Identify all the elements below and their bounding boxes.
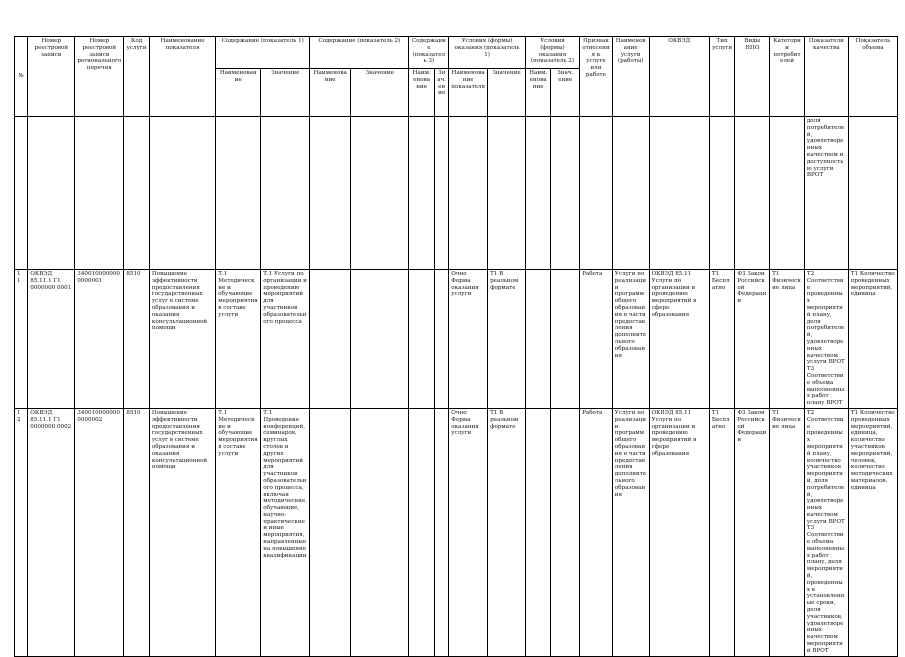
- payment-cell: Т1 Бесплатно: [709, 408, 735, 656]
- registry-number-cell: 3400100000000000002: [75, 408, 124, 656]
- service-code-cell: 8510: [124, 270, 150, 409]
- cond1-name-subheader: Наименование показателя: [449, 69, 488, 117]
- content2-value-cell: [351, 408, 409, 656]
- categories-cell: Т1 Физические лица: [770, 408, 805, 656]
- cond1-value-cell: Т1 В реальном формате: [488, 408, 526, 656]
- content3-value-cell: [434, 270, 448, 409]
- cond2-name-cell: [525, 270, 551, 409]
- table-cell: [449, 117, 488, 270]
- content1-name-cell: Т.1 Методические и обучающие мероприятия в составе услуги: [216, 270, 261, 409]
- col-content1-header: Содержание (показатель 1): [216, 37, 310, 69]
- quality-cell: доля потребителей, удовлетворенных качеством и доступностью услуги ВРОТ: [804, 117, 848, 270]
- cond1-value-subheader: Значение: [488, 69, 526, 117]
- cond2-value-cell: [551, 408, 580, 656]
- content2-name-cell: [310, 270, 351, 409]
- table-cell: [525, 117, 551, 270]
- okved-cell: ОКВЭД 85.11 Услуги по организации и проведению мероприятий в сфере образования: [649, 270, 709, 409]
- cond2-name-subheader: Наим. енование: [525, 69, 551, 117]
- content1-value-cell: Т.1 Услуги по организации и проведению мероприятий для участников образовательного процесса: [261, 270, 310, 409]
- col-registry-entry-header: Номер реестровой записи: [28, 37, 75, 117]
- content3-name-subheader: Наим. енование: [409, 69, 435, 117]
- content2-name-cell: [310, 408, 351, 656]
- table-cell: [216, 117, 261, 270]
- content1-value-cell: Т.1 Проведение конференций, семинаров, круглых столов и других мероприятий для участников образовательного процесса, включая методические, обучающие, научно-практические и иные мероприятия, направленные на повышение квалификации: [261, 408, 310, 656]
- col-volume-header: Показатель объема: [848, 37, 897, 117]
- indicator-cell: Повышение эффективности предоставления государственных услуг в системе образования и оказания консультационной помощи: [149, 408, 215, 656]
- registry-table: [14, 36, 898, 657]
- payment-cell: Т1 Бесплатно: [709, 270, 735, 409]
- okved-cell: ОКВЭД 85.11 Услуги по организации и проведению мероприятий в сфере образования: [649, 408, 709, 656]
- service-code-cell: 8510: [124, 408, 150, 656]
- sphere-cell: Услуги по реализации программ общего образования в части предоставления дополнительного образования: [612, 270, 649, 409]
- type-cell: Работа: [580, 408, 613, 656]
- content3-name-cell: [409, 408, 435, 656]
- col-categories-header: Категории потребителей: [770, 37, 805, 117]
- col-num-header: №: [15, 37, 28, 117]
- registry-number-cell: 3400100000000000001: [75, 270, 124, 409]
- col-cond2-header: Условия (формы) оказания (показатель 2): [525, 37, 579, 69]
- volume-cell: Т1 Количество проведенных мероприятий, единица, количество участников мероприятий, человек, количество методических материалов, единица: [848, 408, 897, 656]
- table-cell: [75, 117, 124, 270]
- col-sphere-header: Наименование услуги (работы): [612, 37, 649, 117]
- table-cell: [488, 117, 526, 270]
- col-registry-number-header: Номер реестровой записи регионального перечня: [75, 37, 124, 117]
- table-cell: [649, 117, 709, 270]
- table-cell: [580, 117, 613, 270]
- table-cell: [149, 117, 215, 270]
- content2-value-subheader: Значение: [351, 69, 409, 117]
- col-indicator-header: Наименование показателя: [149, 37, 215, 117]
- registry-entry-cell: ОКВЭД 85.11.1 Г1 0000000 0002: [28, 408, 75, 656]
- table-cell: [351, 117, 409, 270]
- col-npa-header: Виды НПО: [735, 37, 770, 117]
- content1-value-subheader: Значение: [261, 69, 310, 117]
- table-cell: [310, 117, 351, 270]
- sphere-cell: Услуги по реализации программ общего образования в части предоставления дополнительного образования: [612, 408, 649, 656]
- table-cell: [434, 117, 448, 270]
- content3-value-cell: [434, 408, 448, 656]
- registry-entry-cell: ОКВЭД 85.11.1 Г1 0000000 0001: [28, 270, 75, 409]
- content1-name-subheader: Наименование: [216, 69, 261, 117]
- npa-cell: ФЗ Закон Российской Федерации: [735, 270, 770, 409]
- header-row-1: [15, 37, 898, 69]
- col-content3-header: Содержание (показатель 3): [409, 37, 449, 69]
- quality-cell: Т2 Соответствие проведенных мероприятий плану, доля потребителей, удовлетворенных качеством услуги ВРОТ Т3 Соответствие объема выполненных работ плану ВРОТ: [804, 270, 848, 409]
- table-cell: [28, 117, 75, 270]
- table-cell: [848, 117, 897, 270]
- cond1-value-cell: Т1 В реальном формате: [488, 270, 526, 409]
- cond2-value-cell: [551, 270, 580, 409]
- cond1-name-cell: Очно Форма оказания услуги: [449, 270, 488, 409]
- indicator-cell: Повышение эффективности предоставления государственных услуг в системе образования и оказания консультационной помощи: [149, 270, 215, 409]
- col-payment-header: Тип услуги: [709, 37, 735, 117]
- table-row-continuation: [15, 117, 898, 270]
- cond2-name-cell: [525, 408, 551, 656]
- content3-name-cell: [409, 270, 435, 409]
- quality-cell: Т2 Соответствие проведенных мероприятий плану, количество участников мероприятий, доля потребителей, удовлетворенных качеством услуги ВРОТ Т3 Соответствие объема выполненных работ плану, доля мероприятий, проведенных в установленные сроки, доля участников, удовлетворенных качеством мероприятий ВРОТ: [804, 408, 848, 656]
- table-cell: [709, 117, 735, 270]
- content2-value-cell: [351, 270, 409, 409]
- col-type-header: Признак отнесения к услуге или работе: [580, 37, 613, 117]
- col-cond1-header: Условия (формы) оказания (показатель 1): [449, 37, 526, 69]
- cond2-value-subheader: Знач. ение: [551, 69, 580, 117]
- row-num-cell: 1 2: [15, 408, 28, 656]
- table-cell: [612, 117, 649, 270]
- categories-cell: Т1 Физические лица: [770, 270, 805, 409]
- col-content2-header: Содержание (показатель 2): [310, 37, 409, 69]
- content1-name-cell: Т.1 Методические и обучающие мероприятия в составе услуги: [216, 408, 261, 656]
- table-cell: [409, 117, 435, 270]
- table-cell: [770, 117, 805, 270]
- npa-cell: ФЗ Закон Российской Федерации: [735, 408, 770, 656]
- table-row: [15, 270, 898, 409]
- col-quality-header: Показатели качества: [804, 37, 848, 117]
- cond1-name-cell: Очно Форма оказания услуги: [449, 408, 488, 656]
- row-num-cell: 1 1: [15, 270, 28, 409]
- col-okved-header: ОКВЭД: [649, 37, 709, 117]
- table-row: [15, 408, 898, 656]
- table-cell: [261, 117, 310, 270]
- content3-value-subheader: Знач. ение: [434, 69, 448, 117]
- table-cell: [124, 117, 150, 270]
- type-cell: Работа: [580, 270, 613, 409]
- volume-cell: Т1 Количество проведенных мероприятий, единица: [848, 270, 897, 409]
- table-cell: [735, 117, 770, 270]
- table-cell: [15, 117, 28, 270]
- table-cell: [551, 117, 580, 270]
- content2-name-subheader: Наименование: [310, 69, 351, 117]
- col-service-code-header: Код услуги: [124, 37, 150, 117]
